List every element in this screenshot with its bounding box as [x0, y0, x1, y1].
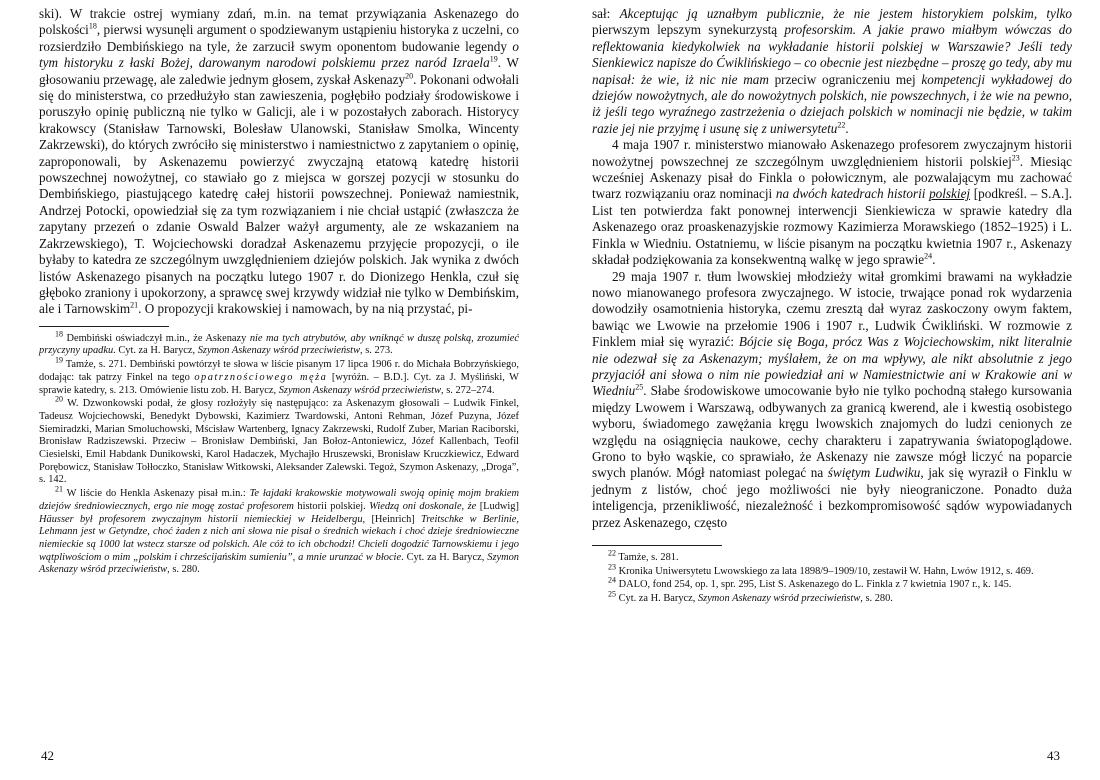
footnote-reference: 22: [837, 120, 846, 130]
text-run: [podkreśl. – S.A.]. List ten potwierdza fakt ponownej interwencji Sienkiewicza w sprawie katedry dla Askenazego oraz proaskenazyjskie rozmowy Kazimierza Morawskiego (1852–1925) i L. Finkla w Wiedniu. Ostatniemu, w liście pisanym na początku kwietnia 1907 r., Askenazy składał podziękowania za konsekwentną walkę w jego sprawie: [592, 186, 1072, 268]
text-run: pierwszym lepszym synekurzystą: [592, 22, 785, 38]
left-page-body: [39, 6, 519, 318]
page-number-left: 42: [41, 748, 54, 763]
footnote-reference: 20: [55, 394, 63, 404]
spaced-emphasis-text: opatrznościowego męża: [194, 371, 328, 383]
italic-text: Szymon Askenazy wśród przeciwieństw: [697, 593, 861, 605]
italic-text: Szymon Askenazy wśród przeciwieństw: [278, 384, 442, 396]
text-run: . Pokonani odwołali się do ministerstwa, co przedłużyło stan zawieszenia, pogłębiło podziały środowiskowe i poruszyło opinię publiczną nie tylko w Galicji, ale i w pozostałych zaborach. Historycy krakowscy (Stanisław Tarnowski, Bolesław Ulanowski, Stanisław Smolka, Wincenty Zakrzewski), do których zwróciło się ministerstwo i namiestnictwo z zapytaniem o opinię, zaproponowali, by Askenazemu powierzyć zwyczajną etatową katedrę historii powszechnej nowożytnej, co stawiało go z miejsca w gorszej pozycji w stosunku do Dembińskiego, piastującego katedrę całej historii powszechnej. Ponieważ namiestnik, Andrzej Potocki, opowiedział się za tym rozwiązaniem i nie chciał ustąpić (zwłaszcza że zapytany przezeń o zdanie Oswald Balzer ważył argumenty, ale ze wskazaniem na Zakrzewskiego), T. Wojciechowski doradzał Askenazemu przyjęcie propozycji, o ile byłaby to katedra ze szczególnym uwzględnieniem dziejów polskich. Jak wynika z dwóch listów Askenazego pisanych na początku lutego 1907 r. do Dionizego Henkla, czuł się głęboko zraniony i upokorzony, a sprawcę swej krzywdy widział nie tylko w Dembińskim, ale i Tarnowskim: [39, 71, 519, 317]
text-run: Dembiński oświadczył m.in., że Askenazy: [63, 332, 250, 344]
text-run: , s. 280.: [860, 593, 893, 605]
text-run: , jak się wyraził o Finklu w jednym z listów, choć jego możliwości nie były nieograniczone. Ponadto duża inteligencja, przenikliwość, niezależność i bezkompromisowość sądów wypowiadanych przez Askenazego, często: [592, 465, 1072, 530]
text-run: . Cyt. za H. Barycz,: [113, 345, 198, 357]
text-run: 29 maja 1907 r. tłum lwowskiej młodzieży witał gromkimi brawami na wykładzie nowo mianowanego profesora zwyczajnego. W istocie, trwające ponad rok wydarzenia dowodziły osamotnienia historyka, czemu zresztą dał wyraz zaskoczony owym faktem, bawiąc we Lwowie na przełomie 1906 i 1907 r., Ludwik Ćwikliński. W rozmowie z Finklem miał się wyrazić:: [592, 268, 1072, 350]
text-run: , s. 280.: [167, 564, 200, 576]
text-run: [Heinrich]: [365, 513, 422, 525]
italic-text: Akceptując ją uznałbym publicznie, że nie jestem historykiem polskim, tylko: [619, 6, 1072, 21]
paragraph: [39, 6, 519, 318]
text-run: sał:: [592, 6, 620, 21]
footnote-reference: 22: [608, 548, 616, 558]
italic-text: nie ma tych atrybutów, aby wniknąć w duszę polską, zrozumieć przyczyny upadku: [39, 332, 520, 357]
italic-text: Bójcie się Boga, prócz Was z Wojciechowskim, nikt literalnie nie odezwał się za Askenazym; myślałem, że on ma wpływy, ale nikt absolutnie z jego przyjaciół ani słowa o nim nie powiedział ani w Namiestnictwie ani w Krakowie ani w Wiedniu: [592, 334, 1072, 399]
italic-text: świętym Ludwiku: [827, 465, 921, 481]
footnote-reference: 21: [130, 300, 139, 310]
right-page-footnotes: [592, 548, 1072, 606]
paragraph: [592, 6, 1072, 137]
text-run: , s. 272–274.: [441, 384, 495, 396]
page-number-right: 43: [1047, 748, 1060, 763]
text-run: . W głosowaniu przewagę, ale zaledwie jednym głosem, zyskał Askenazy: [39, 55, 519, 87]
footnote-reference: 21: [55, 484, 63, 494]
footnote-reference: 20: [405, 71, 414, 81]
footnote-reference: 19: [55, 355, 63, 365]
paragraph: [592, 269, 1072, 532]
text-run: [Ludwig]: [476, 500, 519, 512]
text-run: przeciw ograniczeniu mej: [768, 71, 922, 87]
text-run: [wyróżn. – B.D.]. Cyt. za J. Myśliński, W sprawie katedry, s. 213. Omówienie listu zob. H. Barycz,: [39, 371, 519, 396]
footnote-reference: 25: [608, 589, 616, 599]
text-run: W. Dzwonkowski podał, że głosy rozłożyły się następująco: za Askenazym głosowali – Ludwik Finkel, Tadeusz Wojciechowski, Benedykt Dybowski, Kazimierz Twardowski, Antoni Rehman, Józef Puzyna, Józef Siemiradzki, Marian Smoluchowski, Mścisław Wartenberg, Ignacy Zakrzewski, Rudolf Zuber, Marian Raciborski, Bronisław Radziszewski. Przeciw – Bronisław Dembiński, Jan Bołoz-Antoniewicz, Józef Kallenbach, Teofil Ciesielski, Emil Habdank Dunikowski, Karol Hadaczek, Mychajło Hruszewski, Bronisław Kruczkiewicz, Edward Porębowicz, Stanisław Tołłoczko, Stanisław Witkowski, Aleksander Zalewski. Tegoż, Szymon Askenazy, „Droga”, s. 142.: [39, 398, 519, 486]
italic-text: polskiej: [929, 186, 971, 202]
italic-text: Wiedzą oni doskonale, że: [369, 500, 477, 512]
text-run: .: [932, 252, 936, 268]
italic-text: profesorskim. A jakie prawo miałbym wówczas do reflektowania kiedykolwiek na wykładanie historii polskiej w Warszawie? Jeśli tedy Sienkiewicz napisze do Ćwiklińskiego – co obecnie jest niezbędne – proszę go tedy, aby mu napisał: że wie, iż nic nie mam: [592, 22, 1072, 87]
footnote: [592, 548, 1072, 565]
footnote-reference: 24: [924, 251, 933, 261]
italic-text: Szymon Askenazy wśród przeciwieństw: [39, 551, 519, 576]
footnote-reference: 18: [88, 22, 97, 32]
text-run: . Cyt. za H. Barycz,: [401, 551, 488, 563]
footnote: [39, 329, 520, 358]
text-run: W liście do Henkla Askenazy pisał m.in.:: [63, 488, 250, 500]
footnote: [592, 562, 1072, 579]
italic-text: Szymon Askenazy wśród przeciwieństw: [197, 345, 361, 357]
footnote: [39, 484, 519, 577]
footnote: [39, 394, 519, 487]
right-page-body: [592, 6, 1072, 531]
text-run: .: [845, 120, 849, 136]
text-run: ski). W trakcie ostrej wymiany zdań, m.in. na temat przywiązania Askenazego do polskości: [39, 6, 519, 38]
text-run: . Słabe środowiskowe umocowanie było nie tylko pochodną stałego kursowania między Lwowem i Warszawą, odbywanych za granicą kwerend, ale i kwestią osobistego wyboru, świadomego zawężania kręgu lwowskich znajomych do ludzi cenionych ze względu na osiągnięcia naukowe, cechy charakteru i zapatrywania światopoglądowe. Grono to było wąskie, co sprawiało, że Askenazy nie zawsze mógł liczyć na poparcie swych planów. Mógł natomiast polegać na: [592, 383, 1072, 481]
text-run: DALO, fond 254, op. 1, spr. 295, List S. Askenazego do L. Finkla z 7 kwietnia 1907 r., k. 145.: [616, 579, 1012, 591]
text-run: Tamże, s. 271. Dembiński powtórzył te słowa w liście pisanym 17 lipca 1906 r. do Michała Bobrzyńskiego, dodając: tak patrzy Finkel na tego: [39, 359, 519, 383]
italic-text: kompetencji wykładowej do dziejów nowożytnych, ale do nowożytnych polskich, nie powszechnych, i że wie na pewno, iż jeśli tego wyraźnego zastrzeżenia o dziejach polskich w nominacji nie będzie, w takim razie jej nie przyjmę i usunę się z uniwersytetu: [592, 71, 1073, 136]
footnote-reference: 19: [489, 54, 498, 64]
footnote-reference: 25: [635, 382, 644, 392]
text-run: Tamże, s. 281.: [616, 552, 679, 563]
footnote-separator: [592, 545, 722, 546]
text-run: . O propozycji krakowskiej i namowach, by na nią przystać, pi-: [138, 301, 473, 317]
text-run: historii polskiej.: [293, 500, 370, 512]
italic-text: Treitschke w Berlinie, Lehmann jest w Getyndze, choć żaden z nich ani słowa nie pisał o średnich wiekach i choć dzieje średniowieczne niemieckie są 1000 lat wstecz starsze od polskich. Ale cóż to ich obchodzi! Chcieli dogodzić Tarnowskiemu i jego wątpliwościom o mim „polskim i chrześcijańskim sumieniu”, a mnie urunzać w błocie: [39, 513, 519, 563]
paragraph: [592, 137, 1072, 268]
left-page-footnotes: [39, 329, 520, 577]
footnote-reference: 23: [1011, 153, 1020, 163]
text-run: , s. 273.: [360, 345, 393, 357]
text-run: . Miesiąc wcześniej Askenazy pisał do Finkla o połowicznym, ale pozwalającym mu zachować twarz rozwiązaniu oraz nominacji: [592, 153, 1072, 202]
footnote-reference: 24: [608, 575, 616, 585]
footnote-separator: [39, 326, 169, 327]
italic-text: Häusser był profesorem zwyczajnym historii niemieckiej w Heidelbergu,: [39, 513, 366, 525]
italic-text: na dwóch katedrach historii: [775, 186, 930, 202]
text-run: 4 maja 1907 r. ministerstwo mianowało Askenazego profesorem zwyczajnym historii nowożytnej powszechnej ze szczególnym uwzględnieniem historii polskiej: [592, 137, 1072, 169]
left-page: [39, 6, 519, 578]
footnote: [39, 355, 519, 397]
italic-text: o tym historyku z łaski Bożej, darowanym narodowi polskiemu przez naród Izraela: [39, 38, 519, 71]
footnote: [592, 589, 1072, 606]
italic-text: Te łajdaki krakowskie motywowali swoją opinię mojm brakiem dziejów średniowiecznych, ergo nie mogę zostać profesorem: [39, 488, 519, 512]
footnote-reference: 23: [608, 562, 616, 572]
footnote-reference: 18: [55, 329, 63, 339]
footnote: [592, 575, 1072, 592]
text-run: Kronika Uniwersytetu Lwowskiego za lata 1898/9–1909/10, zestawił W. Hahn, Lwów 1912, s. 469.: [616, 565, 1034, 577]
right-page: [592, 6, 1072, 607]
text-run: , pierwsi wysunęli argument o spodziewanym ustąpieniu historyka z uczelni, co rozsierdziło Dembińskiego na tyle, że zarzucił swym oponentom budowanie legendy: [39, 22, 519, 54]
text-run: Cyt. za H. Barycz,: [616, 593, 698, 605]
